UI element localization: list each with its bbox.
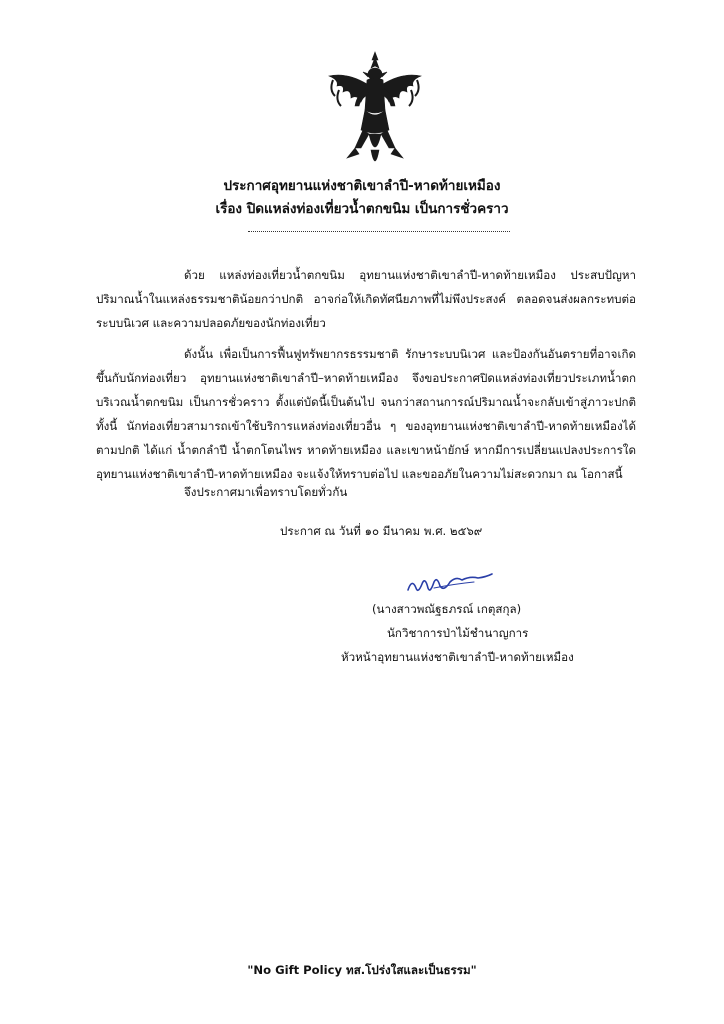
closing-statement: จึงประกาศมาเพื่อทราบโดยทั่วกัน	[184, 485, 348, 499]
announcement-subject: เรื่อง ปิดแหล่งท่องเที่ยวน้ำตกขนิม เป็นการชั่วคราว	[215, 201, 509, 217]
title-divider	[248, 231, 510, 232]
body-paragraph-1: ด้วย แหล่งท่องเที่ยวน้ำตกขนิม อุทยานแห่งชาติเขาลำปี-หาดท้ายเหมือง ประสบปัญหาปริมาณน้ำในแหล่งธรรมชาติน้อยกว่าปกติ อาจก่อให้เกิดทัศนียภาพที่ไม่พึงประสงค์ ตลอดจนส่งผลกระทบต่อระบบนิเวศ และความปลอดภัยของนักท่องเที่ยว	[96, 268, 636, 330]
announcement-title: ประกาศอุทยานแห่งชาติเขาลำปี-หาดท้ายเหมือง	[223, 178, 501, 194]
no-gift-policy-footer: "No Gift Policy ทส.โปร่งใสและเป็นธรรม"	[247, 963, 477, 977]
signatory-name: (นางสาวพณัฐธภรณ์ เกตุสกุล)	[372, 602, 522, 616]
handwritten-signature-icon	[404, 568, 496, 598]
signatory-position: นักวิชาการป่าไม้ชำนาญการ	[387, 626, 529, 640]
announcement-date: ประกาศ ณ วันที่ ๑๐ มีนาคม พ.ศ. ๒๕๖๙	[280, 524, 483, 538]
body-paragraph-2: ดังนั้น เพื่อเป็นการฟื้นฟูทรัพยากรธรรมชาติ รักษาระบบนิเวศ และป้องกันอันตรายที่อาจเกิดขึ้นกับนักท่องเที่ยว อุทยานแห่งชาติเขาลำปี–หาดท้ายเหมือง จึงขอประกาศปิดแหล่งท่องเที่ยวประเภทน้ำตกบริเวณน้ำตกขนิม เป็นการชั่วคราว ตั้งแต่บัดนี้เป็นต้นไป จนกว่าสถานการณ์ปริมาณน้ำจะกลับเข้าสู่ภาวะปกติ ทั้งนี้ นักท่องเที่ยวสามารถเข้าใช้บริการแหล่งท่องเที่ยวอื่น ๆ ของอุทยานแห่งชาติเขาลำปี-หาดท้ายเหมืองได้ตามปกติ ได้แก่ น้ำตกลำปี น้ำตกโตนไพร หาดท้ายเหมือง และเขาหน้ายักษ์ หากมีการเปลี่ยนแปลงประการใด อุทยานแห่งชาติเขาลำปี-หาดท้ายเหมือง จะแจ้งให้ทราบต่อไป และขออภัยในความไม่สะดวกมา ณ โอกาสนี้	[96, 347, 636, 481]
garuda-emblem-icon	[325, 50, 425, 172]
signatory-title: หัวหน้าอุทยานแห่งชาติเขาลำปี-หาดท้ายเหมือง	[341, 650, 574, 664]
